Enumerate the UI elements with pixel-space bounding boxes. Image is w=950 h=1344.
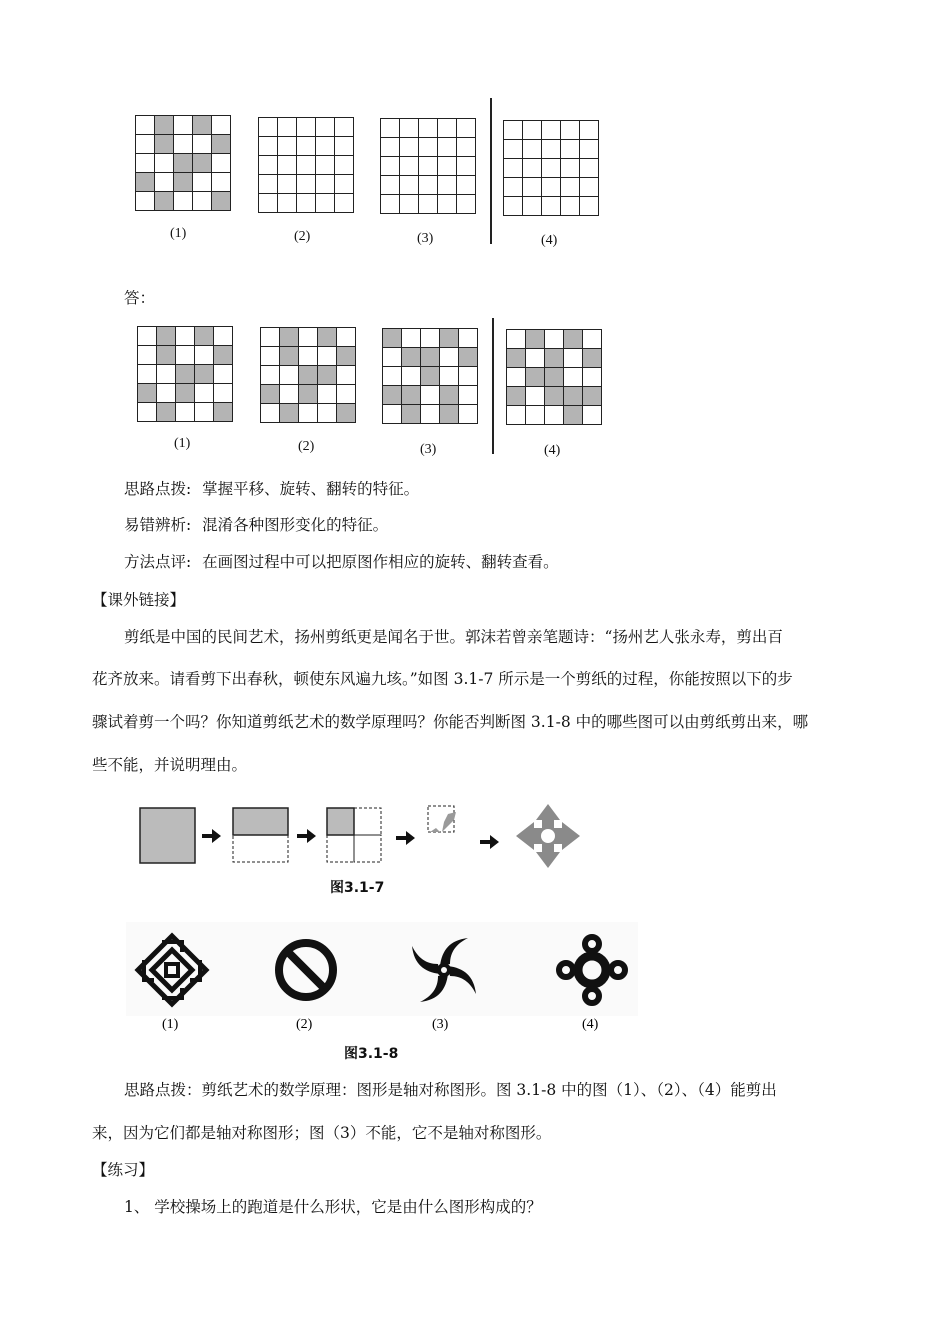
grid-cell bbox=[157, 365, 176, 384]
grid-cell bbox=[400, 157, 419, 176]
error-label: 易错辨析: bbox=[124, 516, 192, 534]
hint-label: 思路点拨: bbox=[124, 480, 192, 498]
grid-cell bbox=[297, 175, 316, 194]
grid-cell bbox=[174, 192, 193, 211]
grid-cell bbox=[299, 404, 318, 423]
grid-cell bbox=[459, 367, 478, 386]
grid-cell bbox=[504, 140, 523, 159]
arrow-right-icon bbox=[202, 829, 221, 843]
grid-cell bbox=[193, 173, 212, 192]
grid-cell bbox=[337, 328, 356, 347]
grid-cell bbox=[316, 156, 335, 175]
grid-caption: (2) bbox=[294, 229, 311, 244]
grid-cell bbox=[335, 175, 354, 194]
grid-caption: (3) bbox=[417, 231, 434, 246]
grid-cell bbox=[195, 384, 214, 403]
grid-cell-shaded bbox=[402, 348, 421, 367]
grid-cell bbox=[316, 194, 335, 213]
section-heading-practice: 【练习】 bbox=[92, 1161, 155, 1179]
grid-cell bbox=[259, 118, 278, 137]
error-line bbox=[124, 515, 388, 535]
grid-cell bbox=[561, 178, 580, 197]
grid-cell bbox=[193, 192, 212, 211]
grid-cell bbox=[214, 327, 233, 346]
grid-cell-shaded bbox=[383, 386, 402, 405]
grid-cell bbox=[457, 119, 476, 138]
grid-cell bbox=[193, 135, 212, 154]
grid-cell bbox=[507, 406, 526, 425]
grid-cell bbox=[318, 404, 337, 423]
grid-cell bbox=[335, 118, 354, 137]
grid-cell bbox=[381, 195, 400, 214]
grid-cell-shaded bbox=[155, 192, 174, 211]
grid-cell bbox=[176, 346, 195, 365]
shading-grid bbox=[135, 115, 231, 211]
arrow-right-icon bbox=[297, 829, 316, 843]
grid-cell bbox=[214, 365, 233, 384]
grid-cell bbox=[136, 135, 155, 154]
answer-label: 答： bbox=[124, 289, 156, 307]
error-text: 混淆各种图形变化的特征。 bbox=[202, 516, 389, 534]
grid-cell bbox=[212, 116, 231, 135]
shape-label: (1) bbox=[162, 1017, 179, 1032]
grid-cell-shaded bbox=[318, 366, 337, 385]
hint-line bbox=[124, 479, 419, 499]
grid-cell-shaded bbox=[545, 387, 564, 406]
grid-cell bbox=[155, 173, 174, 192]
grid-cell bbox=[438, 176, 457, 195]
grid-cell bbox=[278, 175, 297, 194]
grid-cell bbox=[419, 138, 438, 157]
folding-step-half bbox=[233, 808, 288, 835]
grid-cell bbox=[438, 195, 457, 214]
shading-grid bbox=[258, 117, 354, 213]
grid-cell bbox=[261, 404, 280, 423]
grid-cell-shaded bbox=[138, 384, 157, 403]
grid-cell bbox=[212, 154, 231, 173]
grid-cell bbox=[421, 386, 440, 405]
shading-grid bbox=[380, 118, 476, 214]
grid-cell bbox=[402, 367, 421, 386]
folding-step-cut bbox=[428, 806, 456, 832]
grid-cell bbox=[316, 118, 335, 137]
grid-cell-shaded bbox=[440, 405, 459, 424]
grid-caption: (4) bbox=[541, 233, 558, 248]
grid-cell bbox=[507, 330, 526, 349]
grid-cell-shaded bbox=[583, 387, 602, 406]
grid-cell bbox=[580, 121, 599, 140]
grid-cell bbox=[457, 176, 476, 195]
grid-cell bbox=[381, 119, 400, 138]
grid-cell-shaded bbox=[212, 192, 231, 211]
grid-cell bbox=[136, 116, 155, 135]
figure-317-caption: 图3.1-7 bbox=[330, 880, 385, 896]
paper-cutting-process-figure bbox=[130, 800, 590, 880]
grid-cell-shaded bbox=[383, 329, 402, 348]
grid-cell bbox=[297, 156, 316, 175]
divider-line bbox=[492, 318, 494, 454]
grid-cell bbox=[138, 365, 157, 384]
grid-cell bbox=[176, 327, 195, 346]
grid-cell-shaded bbox=[280, 347, 299, 366]
grid-cell bbox=[214, 384, 233, 403]
grid-cell-shaded bbox=[280, 328, 299, 347]
grid-cell bbox=[504, 121, 523, 140]
symmetry-shapes-figure bbox=[126, 922, 638, 1042]
arrow-right-icon bbox=[480, 835, 499, 849]
grid-cell-shaded bbox=[526, 368, 545, 387]
grid-cell-shaded bbox=[564, 406, 583, 425]
grid-cell-shaded bbox=[299, 385, 318, 404]
grid-cell bbox=[195, 403, 214, 422]
grid-cell bbox=[561, 159, 580, 178]
grid-cell bbox=[440, 367, 459, 386]
grid-cell-shaded bbox=[421, 367, 440, 386]
grid-cell bbox=[259, 194, 278, 213]
grid-cell bbox=[316, 137, 335, 156]
grid-cell bbox=[381, 157, 400, 176]
arrow-right-icon bbox=[396, 831, 415, 845]
grid-cell bbox=[212, 173, 231, 192]
grid-cell-shaded bbox=[214, 346, 233, 365]
grid-cell-shaded bbox=[212, 135, 231, 154]
grid-cell bbox=[299, 347, 318, 366]
grid-cell-shaded bbox=[402, 405, 421, 424]
grid-caption: (4) bbox=[544, 443, 561, 458]
shading-grid bbox=[503, 120, 599, 216]
folding-step-square bbox=[140, 808, 195, 863]
grid-cell bbox=[155, 154, 174, 173]
grid-cell bbox=[195, 346, 214, 365]
shading-grid bbox=[260, 327, 356, 423]
grid-cell bbox=[545, 406, 564, 425]
grid-cell-shaded bbox=[193, 154, 212, 173]
grid-cell bbox=[504, 197, 523, 216]
grid-cell bbox=[280, 385, 299, 404]
grid-cell-shaded bbox=[507, 387, 526, 406]
grid-cell bbox=[400, 195, 419, 214]
grid-cell bbox=[157, 384, 176, 403]
grid-cell bbox=[318, 347, 337, 366]
grid-cell bbox=[138, 327, 157, 346]
grid-cell bbox=[381, 176, 400, 195]
grid-cell bbox=[136, 154, 155, 173]
grid-cell bbox=[419, 119, 438, 138]
grid-cell bbox=[318, 385, 337, 404]
grid-cell-shaded bbox=[299, 366, 318, 385]
shading-grid bbox=[506, 329, 602, 425]
hint-text: 掌握平移、旋转、翻转的特征。 bbox=[202, 480, 420, 498]
grid-cell bbox=[580, 140, 599, 159]
grid-cell bbox=[174, 135, 193, 154]
grid-cell bbox=[316, 175, 335, 194]
grid-cell bbox=[583, 330, 602, 349]
grid-cell bbox=[545, 330, 564, 349]
grid-cell bbox=[335, 137, 354, 156]
grid-cell bbox=[542, 178, 561, 197]
grid-cell bbox=[523, 159, 542, 178]
grid-cell bbox=[457, 157, 476, 176]
method-text: 在画图过程中可以把原图作相应的旋转、翻转查看。 bbox=[202, 553, 559, 571]
grid-cell bbox=[335, 156, 354, 175]
grid-cell-shaded bbox=[261, 385, 280, 404]
grid-cell bbox=[136, 192, 155, 211]
grid-cell bbox=[438, 157, 457, 176]
grid-caption: (3) bbox=[420, 442, 437, 457]
grid-cell-shaded bbox=[155, 135, 174, 154]
grid-caption: (1) bbox=[174, 436, 191, 451]
grid-cell-shaded bbox=[136, 173, 155, 192]
grid-cell-shaded bbox=[440, 329, 459, 348]
figure-318-caption: 图3.1-8 bbox=[344, 1046, 399, 1062]
grid-cell bbox=[564, 368, 583, 387]
grid-cell-shaded bbox=[564, 387, 583, 406]
grid-cell bbox=[261, 328, 280, 347]
grid-cell bbox=[259, 175, 278, 194]
grid-cell bbox=[421, 405, 440, 424]
grid-cell bbox=[337, 366, 356, 385]
grid-caption: (1) bbox=[170, 226, 187, 241]
method-label: 方法点评: bbox=[124, 553, 192, 571]
grid-cell bbox=[523, 197, 542, 216]
grid-cell-shaded bbox=[157, 403, 176, 422]
grid-cell bbox=[561, 197, 580, 216]
grid-cell bbox=[278, 137, 297, 156]
grid-cell bbox=[138, 346, 157, 365]
grid-cell-shaded bbox=[337, 347, 356, 366]
paragraph-line: 剪纸是中国的民间艺术，扬州剪纸更是闻名于世。郭沫若曾亲笔题诗：“扬州艺人张永寿，剪出百 bbox=[124, 628, 783, 646]
grid-cell-shaded bbox=[176, 365, 195, 384]
grid-cell bbox=[542, 140, 561, 159]
grid-cell bbox=[176, 403, 195, 422]
analysis-line: 思路点拨：剪纸艺术的数学原理：图形是轴对称图形。图 3.1-8 中的图（1）、（2）、（4）能剪出 bbox=[124, 1081, 777, 1099]
grid-cell-shaded bbox=[174, 173, 193, 192]
grid-cell-shaded bbox=[157, 327, 176, 346]
grid-cell bbox=[523, 140, 542, 159]
grid-cell bbox=[402, 329, 421, 348]
grid-cell bbox=[261, 366, 280, 385]
grid-cell bbox=[278, 156, 297, 175]
grid-cell bbox=[400, 138, 419, 157]
grid-cell bbox=[523, 178, 542, 197]
grid-cell bbox=[383, 348, 402, 367]
grid-cell-shaded bbox=[440, 386, 459, 405]
grid-cell bbox=[138, 403, 157, 422]
grid-cell bbox=[261, 347, 280, 366]
shading-grid bbox=[382, 328, 478, 424]
grid-cell bbox=[580, 178, 599, 197]
shape-label: (2) bbox=[296, 1017, 313, 1032]
grid-cell bbox=[419, 157, 438, 176]
grid-cell bbox=[400, 176, 419, 195]
grid-cell bbox=[459, 329, 478, 348]
grid-cell bbox=[419, 176, 438, 195]
grid-cell-shaded bbox=[459, 348, 478, 367]
grid-cell bbox=[174, 116, 193, 135]
grid-cell-shaded bbox=[318, 328, 337, 347]
grid-cell-shaded bbox=[214, 403, 233, 422]
folding-step-quarter bbox=[327, 808, 354, 835]
shape-label: (3) bbox=[432, 1017, 449, 1032]
paragraph-line: 些不能，并说明理由。 bbox=[92, 756, 248, 774]
grid-cell bbox=[459, 386, 478, 405]
grid-cell-shaded bbox=[545, 368, 564, 387]
grid-cell bbox=[278, 194, 297, 213]
grid-cell-shaded bbox=[280, 404, 299, 423]
grid-cell bbox=[583, 406, 602, 425]
grid-cell bbox=[335, 194, 354, 213]
grid-cell-shaded bbox=[193, 116, 212, 135]
grid-cell bbox=[526, 387, 545, 406]
grid-cell bbox=[504, 178, 523, 197]
grid-cell bbox=[297, 118, 316, 137]
paragraph-line: 骤试着剪一个吗？你知道剪纸艺术的数学原理吗？你能否判断图 3.1-8 中的哪些图可以由剪纸剪出来，哪 bbox=[92, 713, 809, 731]
grid-cell bbox=[421, 329, 440, 348]
grid-cell bbox=[259, 137, 278, 156]
grid-cell bbox=[459, 405, 478, 424]
grid-cell bbox=[400, 119, 419, 138]
grid-cell-shaded bbox=[507, 349, 526, 368]
shading-grid bbox=[137, 326, 233, 422]
grid-cell-shaded bbox=[157, 346, 176, 365]
grid-cell bbox=[561, 140, 580, 159]
analysis-line: 来，因为它们都是轴对称图形；图（3）不能，它不是轴对称图形。 bbox=[92, 1124, 552, 1142]
grid-cell bbox=[419, 195, 438, 214]
grid-cell bbox=[438, 119, 457, 138]
grid-cell bbox=[542, 159, 561, 178]
grid-cell-shaded bbox=[583, 349, 602, 368]
grid-cell-shaded bbox=[174, 154, 193, 173]
grid-cell-shaded bbox=[402, 386, 421, 405]
grid-cell bbox=[526, 406, 545, 425]
grid-cell bbox=[278, 118, 297, 137]
grid-cell bbox=[457, 195, 476, 214]
grid-cell bbox=[542, 121, 561, 140]
grid-cell bbox=[381, 138, 400, 157]
grid-cell bbox=[280, 366, 299, 385]
grid-cell bbox=[299, 328, 318, 347]
grid-cell bbox=[523, 121, 542, 140]
grid-cell bbox=[580, 159, 599, 178]
grid-cell-shaded bbox=[545, 349, 564, 368]
paragraph-line: 花齐放来。请看剪下出春秋，顿使东风遍九垓。”如图 3.1-7 所示是一个剪纸的过程，你能按照以下的步 bbox=[92, 670, 793, 688]
grid-cell bbox=[542, 197, 561, 216]
four-point-star-result bbox=[516, 804, 580, 868]
divider-line bbox=[490, 98, 492, 244]
grid-cell bbox=[438, 138, 457, 157]
grid-cell bbox=[561, 121, 580, 140]
section-heading-link: 【课外链接】 bbox=[92, 591, 186, 609]
grid-cell bbox=[297, 194, 316, 213]
grid-cell bbox=[297, 137, 316, 156]
grid-cell bbox=[259, 156, 278, 175]
grid-cell bbox=[440, 348, 459, 367]
grid-cell bbox=[583, 368, 602, 387]
shape-label: (4) bbox=[582, 1017, 599, 1032]
grid-cell-shaded bbox=[195, 327, 214, 346]
grid-cell-shaded bbox=[176, 384, 195, 403]
grid-cell-shaded bbox=[564, 330, 583, 349]
grid-cell bbox=[337, 385, 356, 404]
grid-cell-shaded bbox=[421, 348, 440, 367]
method-line bbox=[124, 552, 559, 572]
grid-cell bbox=[383, 405, 402, 424]
grid-caption: (2) bbox=[298, 439, 315, 454]
grid-cell-shaded bbox=[155, 116, 174, 135]
grid-cell bbox=[507, 368, 526, 387]
grid-cell bbox=[504, 159, 523, 178]
practice-question-1: 1、 学校操场上的跑道是什么形状，它是由什么图形构成的？ bbox=[124, 1198, 542, 1216]
grid-cell bbox=[383, 367, 402, 386]
grid-cell-shaded bbox=[337, 404, 356, 423]
grid-cell bbox=[457, 138, 476, 157]
grid-cell bbox=[580, 197, 599, 216]
grid-cell-shaded bbox=[526, 330, 545, 349]
grid-cell-shaded bbox=[195, 365, 214, 384]
grid-cell bbox=[526, 349, 545, 368]
grid-cell bbox=[564, 349, 583, 368]
